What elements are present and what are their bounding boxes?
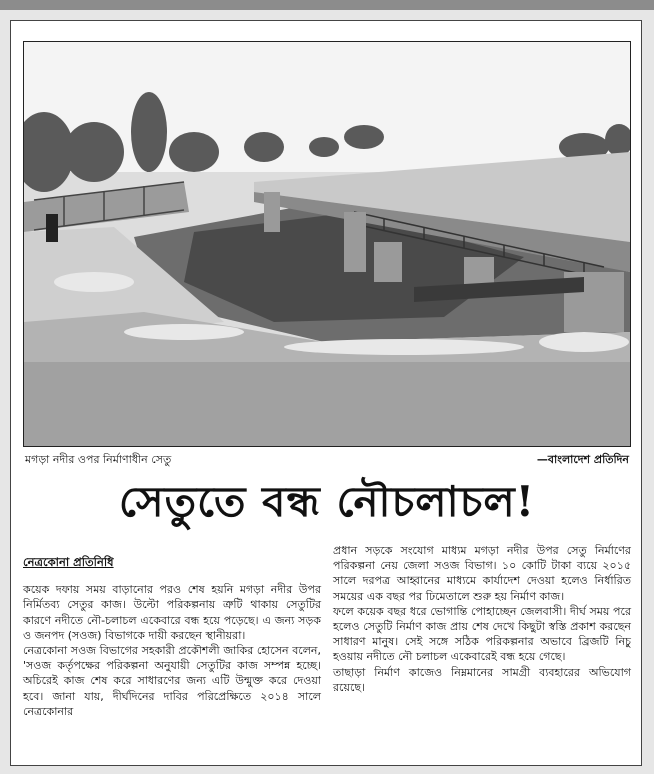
paragraph: প্রধান সড়কে সংযোগ মাধ্যম মগড়া নদীর উপর সেতু নির্মাণের পরিকল্পনা নেয় জেলা সওজ বিভাগ। ১০ কোটি টাকা ব্যয়ে ২০১৫ সালে দরপত্র আহ্বানের মাধ্যমে কার্যাদেশ দেওয়া হলেও নির্ধারিত সময়ের এক বছর পর ঢিমেতালে শুরু হয় নির্মাণ কাজ।: [333, 544, 631, 603]
article-column-right: [333, 543, 631, 695]
photo-credit: —বাংলাদেশ প্রতিদিন: [536, 453, 629, 466]
paragraph: নেত্রকোনা সওজ বিভাগের সহকারী প্রকৌশলী জাকির হোসেন বলেন, 'সওজ কর্তৃপক্ষের পরিকল্পনা অনুযায়ী সেতুটির কাজ সম্পন্ন হচ্ছে। অচিরেই কাজ শেষ করে সাধারণের জন্য এটি উন্মুক্ত করে দেওয়া হবে। জানা যায়, দীর্ঘদিনের দাবির পরিপ্রেক্ষিতে ২০১৪ সালে নেত্রকোনার: [23, 644, 321, 718]
bridge-photo-illustration: [24, 42, 630, 446]
news-article: [10, 20, 642, 766]
news-photo: [23, 41, 631, 447]
paragraph: কয়েক দফায় সময় বাড়ানোর পরও শেষ হয়নি মগড়া নদীর উপর নির্মিতব্য সেতুর কাজ। উল্টো পরিকল্পনায় ত্রুটি থাকায় সেতুটির কারণে নদীতে নৌ-চলাচল একেবারে বন্ধ হয়ে পড়েছে। এ জন্য সড়ক ও জনপদ (সওজ) বিভাগকে দায়ী করছেন স্থানীয়রা।: [23, 583, 321, 642]
top-bar: [0, 0, 654, 10]
paragraph: তাছাড়া নির্মাণ কাজেও নিম্নমানের সামগ্রী ব্যবহারের অভিযোগ রয়েছে।: [333, 665, 631, 694]
byline: নেত্রকোনা প্রতিনিধি: [23, 555, 114, 569]
article-column-left: [23, 555, 321, 719]
paragraph: ফলে কয়েক বছর ধরে ভোগান্তি পোহাচ্ছেন জেলবাসী। দীর্ঘ সময় পরে হলেও সেতুটি নির্মাণ কাজ প্রায় শেষ দেখে কিছুটা স্বস্তি প্রকাশ করছেন সাধারণ মানুষ। সেই সঙ্গে সঠিক পরিকল্পনার অভাবে ব্রিজটি নিচু হওয়ায় নদীতে নৌ চলাচল একেবারেই বন্ধ হয়ে গেছে।: [333, 604, 631, 664]
headline: সেতুতে বন্ধ নৌচলাচল!: [118, 477, 536, 526]
photo-caption: মগড়া নদীর ওপর নির্মাণাধীন সেতু: [25, 453, 172, 466]
